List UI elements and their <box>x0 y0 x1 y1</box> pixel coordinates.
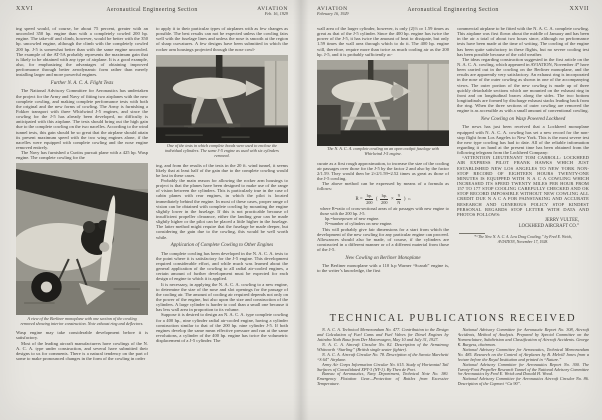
paragraph: ing, and from the results of the tests in the 20 ft. wind tunnel, it seems likely that at least half of the gain due to the complete cowling would be lost in these cases. <box>156 162 288 178</box>
page-right <box>301 0 602 420</box>
paragraph: to apply it to their particular types of airplanes with as few changes as possible. The best results can not be expected unless the cowling fairs well with the fuselage lines and unless the nose is smooth at the region of sharp curvatures. A few designs have been submitted in which the rocker arm housings projected through the nose cowl- <box>156 26 288 52</box>
section-title-left: Aeronautical Engineering Section <box>106 7 198 13</box>
paragraph: ing speed would, of course, be about 75 percent, greater with an uncowled 350 hp. engine than with a completely cowled 200 hp. engine. The take-off and climb, however, would be better with the 350 hp. uncowled engine, although the climb with the completely cowled 200 hp. J-5 is somewhat better than with the same engine uncowled. The example of the AT-5A probably represents the maximum gain that is likely to be obtained with any type of airplane. It is a good example, also, for emphasizing the advantages of obtaining improved performance through better aerodynamic form rather than merely installing larger and more powerful engines. <box>16 26 148 78</box>
paragraph: curate as a first rough approximation, to increase the size of the cooling air passages over those for the J-5 by the factor 2 and also by the factor 2/1.59. They would then be 2×2/1.59=2.52 times as great as those of the J-5 cowling. <box>317 160 449 182</box>
telegram-signature <box>457 218 589 230</box>
fraction: $\frac{9}{N}$ <box>397 193 401 205</box>
cowling-ratio-formula <box>317 194 449 205</box>
formula-exponent: ⅓ <box>407 197 411 202</box>
paragraph: The National Advisory Committee for Aeronautics has undertaken the project for the Army and Navy of fitting two airplanes with the new complete cowling, and making complete performance tests with both the original and the new forms of cowling. The Army is furnishing a Fokker transport with three Whirlwind J-5 engines, and since the cowling for the J-5 has already been developed, no difficulty is anticipated with this airplane. The tests should bring out the high gain due to the complete cowling on the two nacelles. According to the wind tunnel tests, this gain should be so great that the airplane should attain its present maximum speed with the two wing engines alone, if the nacelles were equipped with complete cowling and the nose engine removed entirely. <box>16 88 148 150</box>
photo-figure <box>156 55 288 162</box>
fraction: $\frac{hp.}{200}$ <box>366 193 373 205</box>
article-heading: Further N. A. C. A. Flight Tests <box>50 80 114 86</box>
magazine-title: AVIATION <box>257 6 288 12</box>
footnote: *“The New N. A. C. A. Low Drag Cowling,” by Fred E. Weick, AVIATION, November 17, 1928. <box>473 235 573 244</box>
lockheed-telegram: “ATTENTION LIEUTENANT TOM CARROLL: LOCKHEED AIR EXPRESS PILOT FRANK HAWKS WHICH JUST ESTABLISHED NEW LOS ANGELES TO NEW YORK NON-STOP RECORD OF EIGHTEEN HOURS TWENTY-ONE MINUTES IS EQUIPPED WITH N A C A COWLING WHICH INCREASED ITS SPEED TWENTY MILES PER HOUR FROM 157 TO 177 STOP COOLING CAREFULLY CHECKED AND OK STOP RECORD IMPOSSIBLE WITHOUT NEW COWLING ALL CREDIT DUE N A C A FOR PAINSTAKING AND ACCURATE RESEARCH AND GENEROUS POLICY STOP KINDEST PERSONAL REGARDS STOP LETTER WITH DATA AND PHOTOS FOLLOWS: <box>457 155 589 217</box>
left-page-column-2 <box>156 26 288 406</box>
technical-publications-section <box>317 313 589 412</box>
paragraph: The complete cowling has been developed in the N. A. C. A. tests to the point where it is satisfactory for the J-5 engine. This development required considerable effort, and while much was learned about the general application of the cowling to all radial air-cooled engines, a certain amount of further development must be expected for each design of engine to which it is applied. <box>156 250 288 282</box>
where-clause: where R=ratio of cross-sectional areas of air passages with new engine to those with the 200 hp. J-5. <box>320 206 449 217</box>
publication-entry: N. A. C. A. Technical Memorandum No. 477. Contribution to the Design and Calculation of Fuel Cams and Fuel Valves for Diesel Engines by Jatindra Nath Basu from Der Motorwagen, May 10 and July 31, 1927. <box>317 328 449 342</box>
paragraph: The Berliner monoplane with a 110 h.p Warner “Scarab” engine is, to the writer’s knowledge, the first <box>317 263 449 274</box>
paragraph: The above method can be expressed by means of a formula as follows: <box>317 181 449 192</box>
paragraph: This will probably give fair dimensions for a start from which the development of the new cowling for any particular engine can proceed. Allowances should also be made, of course, if the cylinders are constructed in a different manner or of a different material from those of the J-5. <box>317 226 449 253</box>
where-clause: N=number of cylinders on new engine. <box>325 220 393 226</box>
photo-caption: A view of the Berliner monoplane with one section of the cowling removed showing interior construction. Note exhaust ring and deflectors. <box>20 315 144 326</box>
photo-figure <box>317 60 449 160</box>
signature-company: LOCKHEED AIRCRAFT CO.” <box>518 224 579 230</box>
photo-caption: The N. A. C. A. complete cowling on an open cockpit fuselage with Whirlwind J-5 engine. <box>327 146 439 157</box>
publications-column-2 <box>458 328 590 412</box>
publication-entry: National Advisory Committee for Aeronautics Aircraft Circular No. 86. Description of the Caproni “Ca 90”. <box>457 376 589 387</box>
left-page-columns <box>16 26 288 406</box>
publication-entry: N. A. C. A. Aircraft Circular No. 82. Description of the Armstrong Whitworth “Starling” (British single seater fighter). <box>317 341 449 352</box>
publication-entry: Army Air Corps Information Circular No. 615. Study of Horizontal Tail Surfaces of Consolidated XPT-3 (NY-1). By Theo de Port. <box>317 361 449 372</box>
publication-entry: National Advisory Committee for Aeronautics Report No. 300. The Twenty-Foot Propeller Research Tunnel of the National Advisory Committee for Aeronautics by Fred E. Weick and Donald H. Wood. <box>457 361 589 377</box>
article-heading: New Cowling on Wasp Powered Lockheed <box>480 116 566 122</box>
publications-heading: TECHNICAL PUBLICATIONS RECEIVED <box>329 313 577 324</box>
paragraph: commercial airplane to be fitted with the N. A. C. A. complete cowling. This airplane was first flown about the middle of January and has been in the air a total of about two hours since, although no performance tests have been made at the time of writing. The cowling of the engine has been quite satisfactory in these flights, but no severe cooling test has been possible because of the cold weather. <box>457 26 589 57</box>
paragraph: wall area of the larger cylinder, however, is only (2)⅓ or 1.59 times as great as that of the J-5 cylinder. Since the 400 hp. engine has twice the power of the J-5, it has twice the amount of heat to dissipate, but only 1.59 times the wall area through which to do it. The 400 hp. engine will, therefore, require more than twice as much cooling air as the 200 hp. J-5, and it is probably sufficiently ac- <box>317 26 449 57</box>
publications-columns <box>317 328 589 412</box>
where-clause: hp.=horsepower of new engine. <box>325 216 380 221</box>
right-page-column-2 <box>457 26 589 309</box>
paragraph: Wasp engine may take considerable development before it is satisfactory. <box>16 330 148 341</box>
article-heading: Application of Complete Cowling to Other Engines <box>170 243 274 249</box>
paragraph: The Navy has furnished a Curtiss pursuit plane with a 425 hp. Wasp engine. The complete cowling for the <box>16 150 148 161</box>
publication-entry: N. A. C. A. Aircraft Circular No. 78. Description of the Savoia Marchetti “S 64” Airplane. <box>317 351 449 362</box>
publication-entry: National Advisory Committee for Aeronautic Report No. 308, Aircraft Accidents, Method of Analysis. Prepared by Special Committee on the Nomenclature, Subdivision and Classification of Aircraft Accidents. George K. Burgess, chairman. <box>457 328 589 347</box>
issue-date: Feb. 16, 1929 <box>264 11 288 17</box>
publication-entry: Bureau of Aeronautics, Navy Department, Technical Note No. 180. Emergency Flotation Gear—Protection of Bottles from Excessive Temperature. <box>317 371 449 387</box>
paragraph: Suppose it is desired to design an N. A. C. A. type complete cowling for a 400 hp., nine cylinder radial air-cooled engine, having a cylinder construction similar to that of the 200 hp. nine cylinder J-5. If both engines develop the same mean effective pressure and run at the same revolutions, a cylinder of the 400 hp. engine has twice the volumetric displacement of a J-5 cylinder. The <box>156 312 288 344</box>
masthead-right <box>317 6 375 17</box>
formula-lhs: R = <box>355 196 363 202</box>
page-header-right <box>317 6 589 21</box>
naca-cowling-test-photo <box>317 60 449 146</box>
article-heading: New Cowling on Berliner Monoplane <box>345 255 421 261</box>
right-page-columns <box>317 26 589 309</box>
berliner-monoplane-photo <box>16 163 148 315</box>
signature-name: JERRY VULTEE, <box>545 218 579 224</box>
left-page-column-1 <box>16 26 148 406</box>
masthead-left <box>230 6 288 17</box>
publications-column-1 <box>317 328 449 412</box>
page-gutter-shadow <box>293 0 309 420</box>
photo-caption: One of the tests in which complete hoods were used to enclose the individual cylinders. The same J-5 engine as used with six cylinders removed. <box>165 143 279 159</box>
paragraph: The ideas regarding construction suggested in the first article on the N. A. C. A. cowling, which appeared in AVIATION, November 4* have been carried out in the cowling on the Berliner monoplane, and the results are apparently very satisfactory. An exhaust ring is incorporated in the nose of the outer cowling as shown in one of the accompanying views. The outer portion of the new cowling is made up of three quickly detachable sections which are mounted on the exhaust ring in front and on longitudinal braces along the sides. The two bottom longitudinals are formed by discharge exhaust stacks leading back from the ring. When the three sections of outer cowling are removed the engine is as accessible as with a small amount of conventional cowling. <box>457 56 589 114</box>
page-number-left: XXVI <box>16 6 33 12</box>
photo-figure <box>16 163 148 329</box>
paragraph: It is necessary, in applying the N. A. C. A. cowling to a new engine, to determine the size of the nose and slot openings for the passage of the cooling air. The amount of cooling air required depends not only on the power of the engine, but also upon the size and construction of the cylinders. A large cylinder is harder to cool than a small one because it has less wall area in proportion to its volume. <box>156 281 288 313</box>
paragraph: The news has just been received that a Lockheed monoplane equipped with N. A. C. A. cowling has set a new record for the non-stop flight from Los Angeles to New York. This is the most severe test the new type cowling has had to date. All of the reliable information regarding it on hand at the present time has been obtained from the following telegram from the Lockheed Company: <box>457 124 589 156</box>
section-title-right: Aeronautical Engineering Section <box>407 7 499 13</box>
wind-tunnel-hoods-photo <box>156 55 288 143</box>
publication-entry: National Advisory Committee for Aeronautics, Technical Memorandum No. 485. Research on the Control of Airplanes by B. Melvill Jones from a lecture before the Royal Institution and printed in “Nature.” <box>457 346 589 362</box>
page-number-right: XXVII <box>569 6 589 12</box>
page-header-left <box>16 6 288 21</box>
paragraph: Most of the leading aircraft manufacturers have cowlings of the N. A. C. A. type under construction, and several have submitted their designs to us for comments. There is a natural tendency on the part of some to make pronounced changes in the form of the cowling in order <box>16 340 148 361</box>
paragraph: Probably the main reason for allowing the rocker arm housings to project is that the planes have been designed to make use of the range of vision between the cylinders. This is particularly true in the case of cabin planes with rear engines, in which the pilot is located immediately behind the engine. In most of these cases, proper range of vision can be obtained with complete cowling by mounting the engine slightly lower in the fuselage. If this is not practicable because of insufficient propeller clearance, either the landing gear can be made slightly higher or the pilot can be placed a little higher in the fuselage. The latter method might require that the fuselage be made deeper, but considering the gain due to the cowling, this would be well worth while. <box>156 177 288 240</box>
issue-date: February 16, 1929 <box>317 11 349 17</box>
right-page-column-1 <box>317 26 449 309</box>
fraction: $\frac{hp.}{200}$ <box>381 193 388 205</box>
formula-close-paren: ) <box>403 196 406 202</box>
formula-open-paren: ( <box>375 196 378 202</box>
magazine-title: AVIATION <box>317 6 348 12</box>
formula-times: × <box>390 196 394 202</box>
